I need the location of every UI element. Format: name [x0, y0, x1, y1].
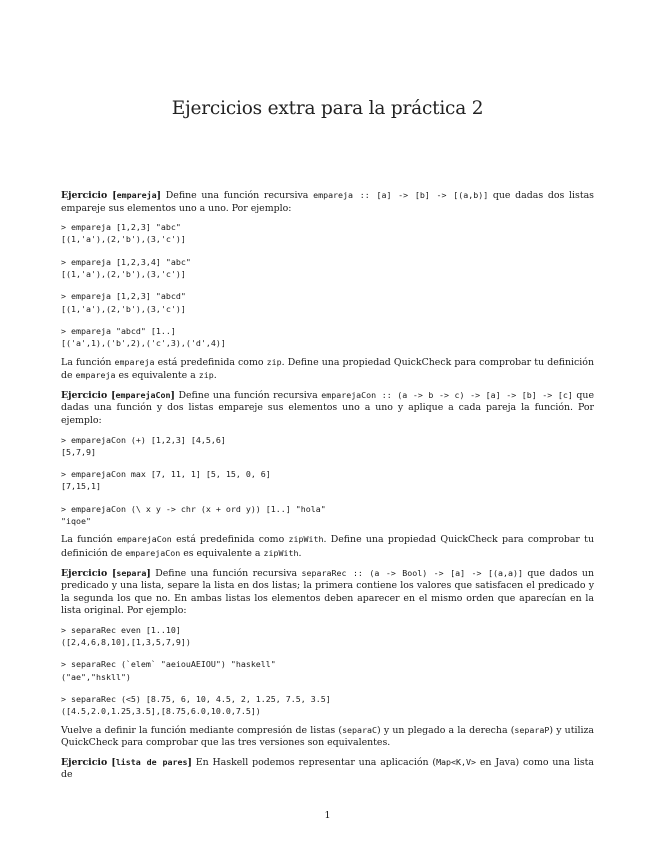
code-example: > separaRec (`elem` "aeiouAEIOU") "haskell" ("ae","hskll") [61, 659, 276, 682]
code-example: > empareja [1,2,3,4] "abc" [(1,'a'),(2,'b'),(3,'c')] [61, 256, 191, 280]
exercise-label: Ejercicio [separa] [61, 567, 151, 579]
exercise-label: Ejercicio [lista de pares] [61, 756, 192, 768]
code-example: > empareja "abcd" [1..] [('a',1),('b',2),('c',3),('d',4)] [61, 325, 226, 349]
exercise-lista-de-pares-statement: Ejercicio [lista de pares] En Haskell podemos representar una aplicación (Map<K,V> en Java) como una lista de [61, 756, 595, 781]
exercise-empareja-note: La función empareja está predefinida como zip. Define una propiedad QuickCheck para comprobar tu definición de empareja es equivalente a zip. [61, 356, 594, 382]
code-example: > empareja [1,2,3] "abcd" [(1,'a'),(2,'b'),(3,'c')] [61, 291, 186, 314]
page-title: Ejercicios extra para la práctica 2 [171, 98, 484, 119]
exercise-label: Ejercicio [empareja] [61, 190, 162, 201]
code-example: > empareja [1,2,3] "abc" [(1,'a'),(2,'b'),(3,'c')] [61, 222, 186, 245]
exercise-separa-statement: Ejercicio [separa] Define una función recursiva separaRec :: (a -> Bool) -> [a] -> [(a,a)] que dados un predicado y una lista, separe la lista en dos listas; la primera contiene los valores que satisfacen el predicado y la segunda los que no. En ambas listas los elementos deben aparecer en el mismo orden que aparecían en la lista original. Por ejemplo: [61, 567, 594, 617]
type-signature: separaRec :: (a -> Bool) -> [a] -> [(a,a)] [301, 567, 523, 578]
code-example: > emparejaCon (+) [1,2,3] [4,5,6] [5,7,9] [61, 434, 226, 457]
code-example: > separaRec even [1..10] ([2,4,6,8,10],[1,3,5,7,9]) [61, 624, 191, 648]
code-example: > emparejaCon max [7, 11, 1] [5, 15, 0, 6] [7,15,1] [61, 469, 271, 492]
type-signature: emparejaCon :: (a -> b -> c) -> [a] -> [b] -> [c] [321, 389, 573, 400]
code-example: > emparejaCon (\ x y -> chr (x + ord y)) [1..] "hola" "iqoe" [61, 503, 326, 527]
exercise-emparejacon-note: La función emparejaCon está predefinida como zipWith. Define una propiedad QuickCheck para comprobar tu definición de emparejaCon es equivalente a zipWith. [61, 534, 594, 559]
exercise-label: Ejercicio [emparejaCon] [61, 389, 175, 401]
exercise-separa-note: Vuelve a definir la función mediante compresión de listas (separaC) y un plegado a la derecha (separaP) y utiliza QuickCheck para comprobar que las tres versiones son equivalentes. [61, 724, 594, 749]
type-signature: empareja :: [a] -> [b] -> [(a,b)] [313, 190, 489, 200]
code-example: > separaRec (<5) [8.75, 6, 10, 4.5, 2, 1.25, 7.5, 3.5] ([4.5,2.0,1.25,3.5],[8.75,6.0,10.0,7.5]) [61, 694, 331, 717]
page-number: 1 [324, 810, 331, 821]
exercise-empareja-statement: Ejercicio [empareja] Define una función recursiva empareja :: [a] -> [b] -> [(a,b)] que dadas dos listas empareje sus elementos uno a uno. Por ejemplo: [61, 190, 594, 214]
document-body [61, 189, 594, 788]
exercise-emparejacon-statement: Ejercicio [emparejaCon] Define una función recursiva emparejaCon :: (a -> b -> c) -> [a] -> [b] -> [c] que dadas una función y dos listas empareje sus elementos uno a uno y aplique a cada pareja la función. Por ejemplo: [61, 389, 594, 426]
